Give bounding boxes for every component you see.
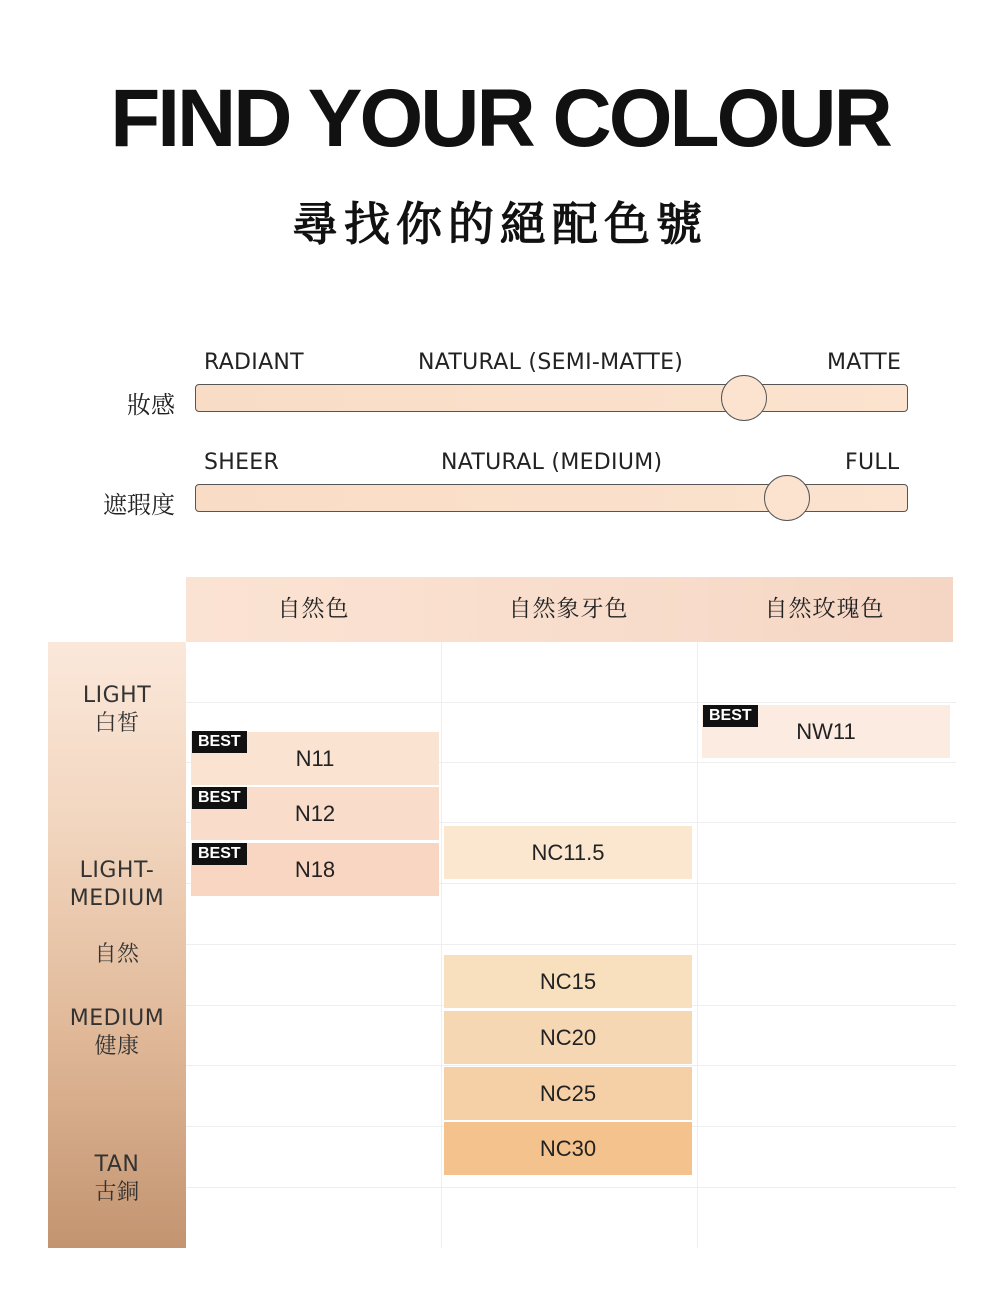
tone-light-medium <box>48 829 186 997</box>
shade-nc15[interactable]: NC15 <box>444 955 692 1008</box>
page-title: FIND YOUR COLOUR <box>110 73 890 164</box>
tone-light-zh: 白皙 <box>94 711 140 736</box>
best-badge: BEST <box>192 843 247 865</box>
shade-n11[interactable]: N11 <box>191 732 439 785</box>
finish-slider-knob <box>721 375 767 421</box>
shade-nc20[interactable]: NC20 <box>444 1011 692 1064</box>
tone-tan-en: TAN <box>94 1152 140 1177</box>
tone-light-en: LIGHT <box>82 683 152 708</box>
shade-n18[interactable]: N18 <box>191 843 439 896</box>
grid-line <box>186 944 956 945</box>
tone-light-medium-zh: 自然 <box>94 942 140 967</box>
best-badge: BEST <box>192 731 247 753</box>
finish-label-natural: NATURAL (SEMI-MATTE) <box>418 350 684 375</box>
grid-line <box>186 1065 956 1066</box>
coverage-slider-knob <box>764 475 810 521</box>
best-badge: BEST <box>192 787 247 809</box>
shade-nc30[interactable]: NC30 <box>444 1122 692 1175</box>
finish-label-matte: MATTE <box>827 350 902 375</box>
column-natural-rose: 自然玫瑰色 <box>764 596 885 622</box>
coverage-label-sheer: SHEER <box>204 450 280 475</box>
tone-light <box>48 682 186 738</box>
coverage-row-label: 遮瑕度 <box>103 491 175 519</box>
column-natural-ivory: 自然象牙色 <box>508 596 629 622</box>
tone-light-medium-en: LIGHT- MEDIUM <box>69 858 165 911</box>
grid-divider <box>697 642 698 1248</box>
best-badge: BEST <box>703 705 758 727</box>
tone-medium-zh: 健康 <box>94 1034 140 1059</box>
finish-slider-track <box>195 384 908 412</box>
finish-label-radiant: RADIANT <box>204 350 304 375</box>
shade-nc25[interactable]: NC25 <box>444 1067 692 1120</box>
coverage-label-natural: NATURAL (MEDIUM) <box>441 450 663 475</box>
tone-tan <box>48 1151 186 1207</box>
grid-divider <box>441 642 442 1248</box>
tone-medium <box>48 1005 186 1061</box>
grid-line <box>186 702 956 703</box>
finish-row-label: 妝感 <box>127 391 175 419</box>
column-natural: 自然色 <box>277 596 350 622</box>
tone-medium-en: MEDIUM <box>69 1006 165 1031</box>
grid-line <box>186 1187 956 1188</box>
tone-tan-zh: 古銅 <box>94 1180 140 1205</box>
shade-nw11[interactable]: NW11 <box>702 705 950 758</box>
shade-nc11-5[interactable]: NC11.5 <box>444 826 692 879</box>
shade-n12[interactable]: N12 <box>191 787 439 840</box>
coverage-label-full: FULL <box>845 450 900 475</box>
page-subtitle: 尋找你的絕配色號 <box>292 197 708 251</box>
